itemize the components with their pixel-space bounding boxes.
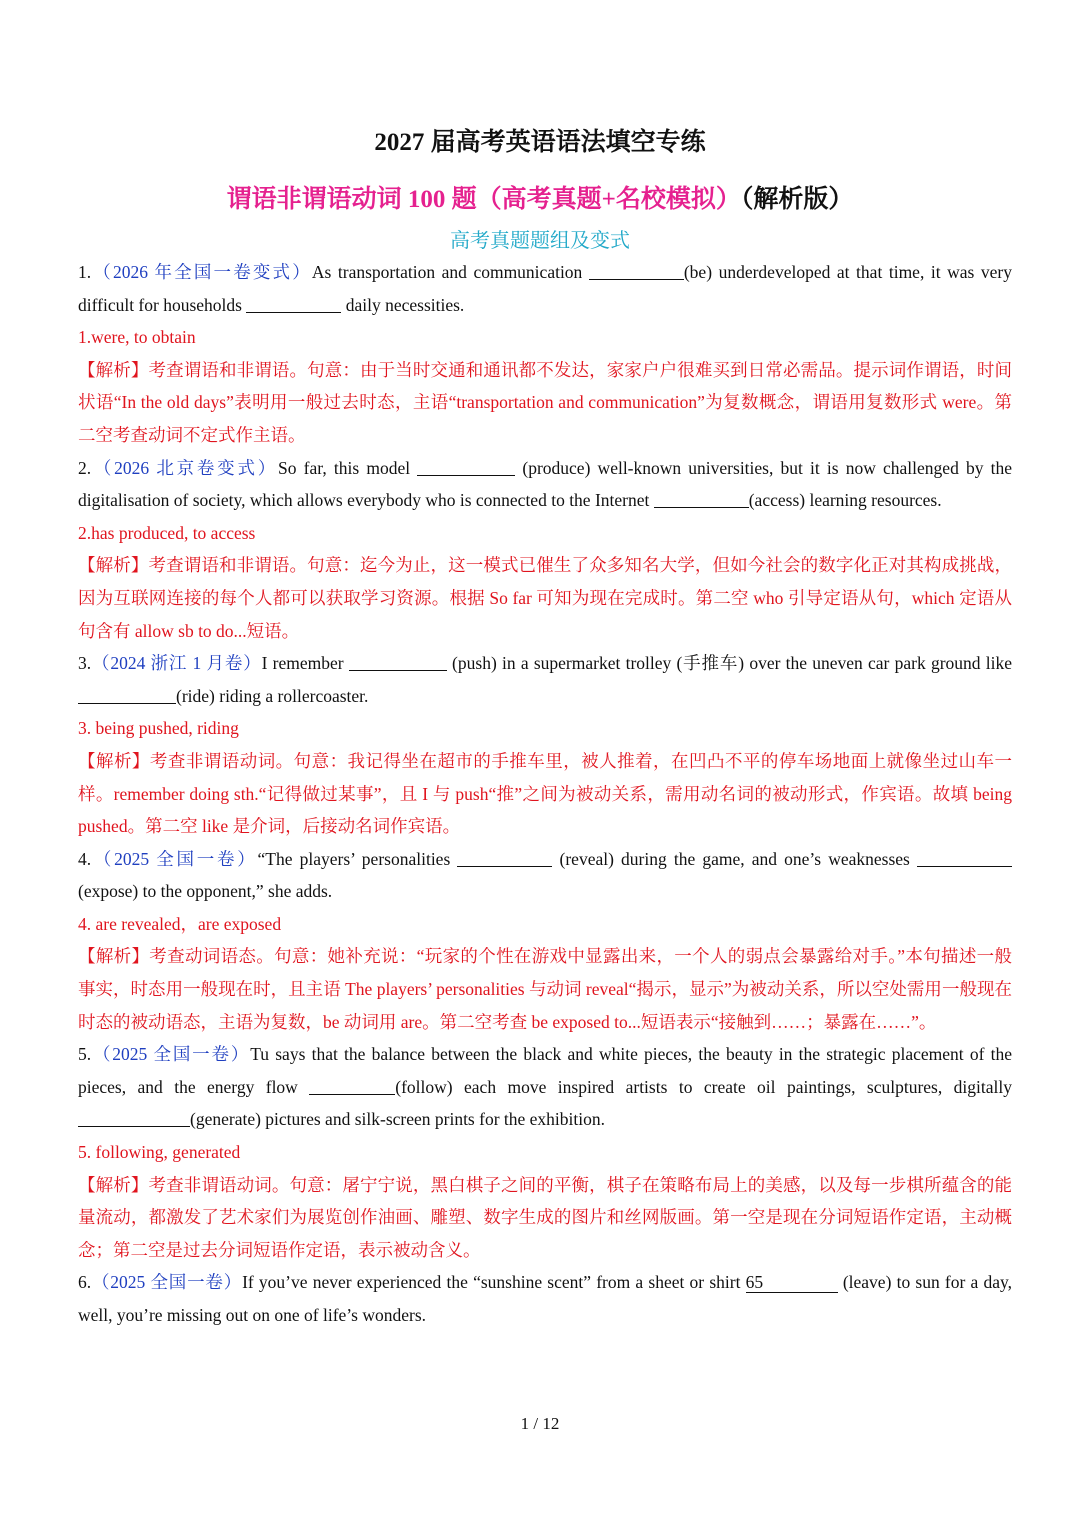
answer-blank xyxy=(457,848,552,867)
page-number: 1 / 12 xyxy=(520,1414,560,1433)
question-source: （2025 全国一卷） xyxy=(91,1272,243,1293)
question-source: （2024 浙江 1 月卷） xyxy=(91,653,262,674)
answer-blank xyxy=(349,652,447,671)
question-source: （2026 北京卷变式） xyxy=(91,457,279,478)
question-number: 4. xyxy=(78,848,92,869)
subtitle-main: 谓语非谓语动词 100 题（高考真题+名校模拟） xyxy=(226,186,741,213)
question-text: (follow) each move inspired artists to create oil paintings, sculptures, digitally xyxy=(395,1076,1012,1097)
question-text: (be) underdeveloped at that time, it was very difficult for households xyxy=(78,262,1012,315)
question-text: I remember xyxy=(261,653,349,674)
answer-1: 1.were, to obtain xyxy=(78,327,196,348)
document-subtitle xyxy=(0,179,1080,215)
answer-blank xyxy=(654,489,749,508)
question-number: 3. xyxy=(78,653,92,674)
question-6 xyxy=(78,1266,1012,1331)
document-title: 2027 届高考英语语法填空专练 xyxy=(374,129,706,156)
explanation-3: 【解析】考查非谓语动词。句意：我记得坐在超市的手推车里，被人推着，在凹凸不平的停车场地面上就像坐过山车一样。remember doing sth.“记得做过某事”，且 I 与 push“推”之间为被动关系，需用动名词的被动形式，作宾语。故填 being pushed。第二空 like 是介词，后接动名词作宾语。 xyxy=(78,750,1012,837)
answer-blank xyxy=(589,261,684,280)
question-text: (reveal) during the game, and one’s weaknesses xyxy=(552,848,917,869)
explanation-2: 【解析】考查谓语和非谓语。句意：迄今为止，这一模式已催生了众多知名大学，但如今社会的数字化正对其构成挑战，因为互联网连接的每个人都可以获取学习资源。根据 So far 可知为现在完成时。第二空 who 引导定语从句，which 定语从句含有 allow sb to do...短语。 xyxy=(78,555,1012,641)
question-number: 1. xyxy=(78,262,92,282)
question-text: Tu says that the balance between the black and white pieces, the beauty in the strategic placement of the pieces, and the energy flow xyxy=(78,1044,1013,1097)
answer-2: 2.has produced, to access xyxy=(78,522,256,543)
answer-blank xyxy=(78,1108,190,1127)
question-text: (expose) to the opponent,” she adds. xyxy=(78,881,333,902)
question-text: (generate) pictures and silk-screen prints for the exhibition. xyxy=(190,1109,605,1130)
answer-blank xyxy=(417,457,515,476)
answer-3: 3. being pushed, riding xyxy=(78,718,239,739)
question-text: “The players’ personalities xyxy=(257,848,458,869)
answer-blank xyxy=(78,685,176,704)
numbered-blank: 65 xyxy=(746,1272,838,1293)
question-4 xyxy=(78,843,1012,908)
question-text: (push) in a supermarket trolley (手推车) over the uneven car park ground like xyxy=(446,653,1013,674)
question-text: (ride) riding a rollercoaster. xyxy=(176,685,369,706)
question-1 xyxy=(78,256,1012,321)
question-source: （2026 年全国一卷变式） xyxy=(91,262,312,282)
question-text: So far, this model xyxy=(278,457,418,478)
question-number: 6. xyxy=(78,1272,92,1293)
question-text: (produce) well-known universities, but it is now challenged by the digitalisation of society, which allows everybody who is connected to the Internet xyxy=(78,457,1013,511)
question-5 xyxy=(78,1038,1012,1136)
question-3 xyxy=(78,647,1012,712)
answer-5: 5. following, generated xyxy=(78,1142,241,1163)
question-list xyxy=(78,256,1012,1332)
explanation-5: 【解析】考查非谓语动词。句意：屠宁宁说，黑白棋子之间的平衡，棋子在策略布局上的美感，以及每一步棋所蕴含的能量流动，都激发了艺术家们为展览创作油画、雕塑、数字生成的图片和丝网版画。第一空是现在分词短语作定语，主动概念；第二空是过去分词短语作定语，表示被动含义。 xyxy=(78,1174,1012,1260)
question-number: 5. xyxy=(78,1044,92,1065)
question-2 xyxy=(78,452,1012,517)
answer-blank xyxy=(917,848,1012,867)
answer-blank xyxy=(246,294,341,313)
section-heading: 高考真题题组及变式 xyxy=(450,230,630,252)
explanation-1: 【解析】考查谓语和非谓语。句意：由于当时交通和通讯都不发达，家家户户很难买到日常必需品。提示词作谓语，时间状语“In the old days”表明用一般过去时态，主语“transportation and communication”为复数概念，谓语用复数形式 were。第二空考查动词不定式作主语。 xyxy=(78,359,1012,445)
question-text: If you’ve never experienced the “sunshine scent” from a sheet or shirt xyxy=(242,1272,746,1293)
question-text: As transportation and communication xyxy=(311,262,589,282)
question-text: (access) learning resources. xyxy=(748,490,942,511)
question-source: （2025 全国一卷） xyxy=(91,1044,251,1065)
explanation-4: 【解析】考查动词语态。句意：她补充说：“玩家的个性在游戏中显露出来，一个人的弱点会暴露给对手。”本句描述一般事实，时态用一般现在时，且主语 The players’ personalities 与动词 reveal“揭示，显示”为被动关系，所以空处需用一般现在时态的被动语态，主语为复数，be 动词用 are。第二空考查 be exposed to...短语表示“接触到……；暴露在……”。 xyxy=(78,946,1012,1032)
answer-4: 4. are revealed，are exposed xyxy=(78,913,282,934)
question-number: 2. xyxy=(78,457,92,478)
subtitle-suffix: （解析版） xyxy=(740,186,854,213)
answer-blank xyxy=(309,1076,395,1095)
question-source: （2025 全国一卷） xyxy=(91,848,258,869)
question-text: daily necessities. xyxy=(341,294,465,315)
question-text: (leave) to sun for a day, well, you’re missing out on one of life’s wonders. xyxy=(78,1272,1012,1325)
